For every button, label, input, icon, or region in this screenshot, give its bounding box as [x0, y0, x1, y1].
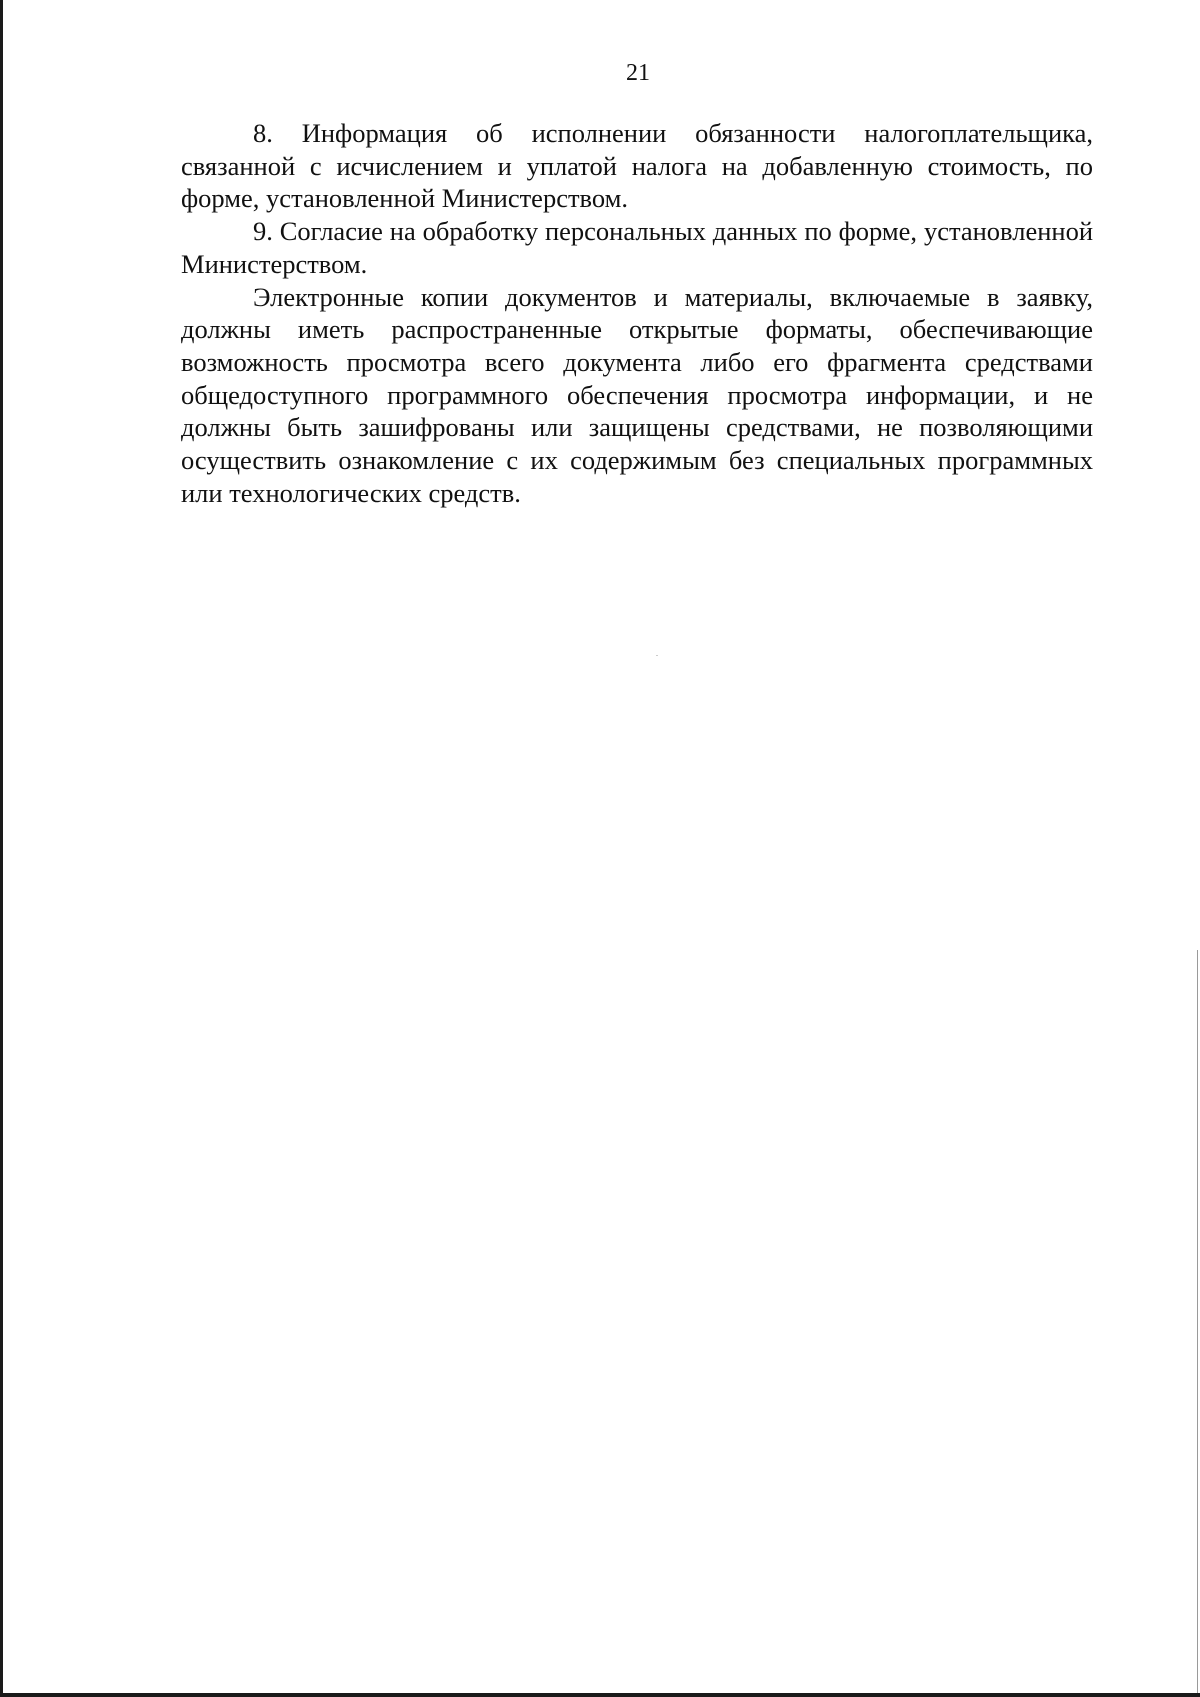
scan-edge-bottom — [0, 1693, 1200, 1697]
paragraph-item-8: 8. Информация об исполнении обязанности налогоплательщика, связанной с исчислением и уплатой налога на добавленную стоимость, по форме, установленной Министерством. — [181, 118, 1093, 214]
paragraph-electronic-copies: Электронные копии документов и материалы, включаемые в заявку, должны иметь распространенные открытые форматы, обеспечивающие возможность просмотра всего документа либо его фрагмента средствами общедоступного программного обеспечения просмотра информации, и не должны быть зашифрованы или защищены средствами, не позволяющими осуществить ознакомление с их содержимым без специальных программных или технологических средств. — [181, 281, 1093, 508]
page-number: 21 — [626, 60, 650, 86]
scan-edge-left — [0, 0, 3, 1697]
paragraph-item-9: 9. Согласие на обработку персональных данных по форме, установленной Министерством. — [181, 216, 1093, 279]
document-body — [181, 117, 1093, 509]
scan-speck — [656, 655, 658, 656]
scan-edge-right — [1197, 950, 1198, 1697]
